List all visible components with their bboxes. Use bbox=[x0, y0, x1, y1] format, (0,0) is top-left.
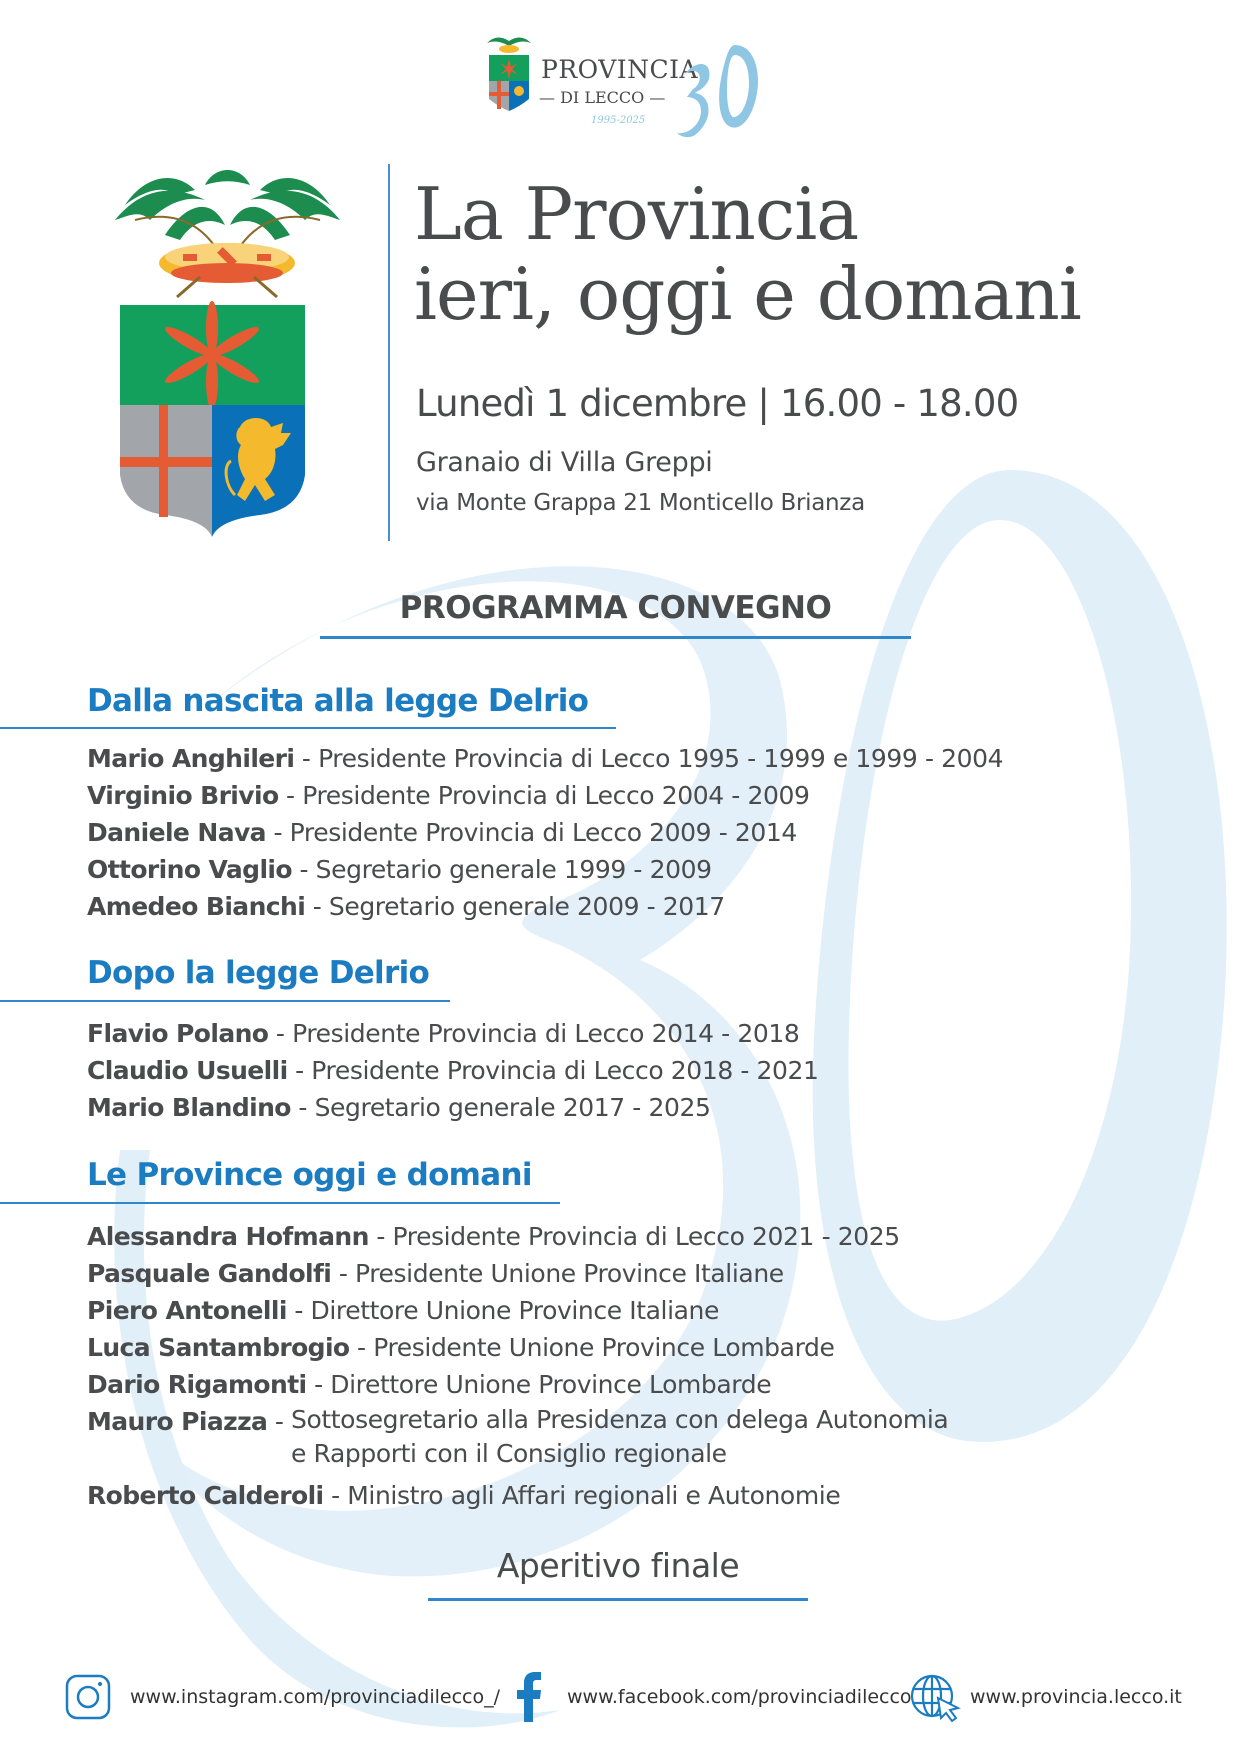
list-item: Mauro Piazza - Sottosegretario alla Presidenza con delega Autonomia e Rapporti con il Consiglio regionale bbox=[87, 1405, 949, 1468]
logo-line1: PROVINCIA bbox=[541, 55, 699, 84]
section-underline bbox=[0, 1202, 560, 1204]
list-item: Alessandra Hofmann - Presidente Provincia di Lecco 2021 - 2025 bbox=[87, 1222, 900, 1251]
event-title-line1: La Provincia bbox=[414, 172, 859, 256]
website-link[interactable] bbox=[910, 1672, 1182, 1722]
list-item: Virginio Brivio - Presidente Provincia di Lecco 2004 - 2009 bbox=[87, 781, 810, 810]
section-list bbox=[87, 740, 1003, 925]
event-address: via Monte Grappa 21 Monticello Brianza bbox=[416, 490, 865, 516]
list-item: Mario Anghileri - Presidente Provincia di Lecco 1995 - 1999 e 1999 - 2004 bbox=[87, 744, 1004, 773]
event-title-line2: ieri, oggi e domani bbox=[414, 252, 1081, 336]
province-crest-icon bbox=[105, 165, 350, 540]
list-item: Roberto Calderoli - Ministro agli Affari regionali e Autonomie bbox=[87, 1481, 841, 1510]
section-title-today-tomorrow: Le Province oggi e domani bbox=[87, 1157, 532, 1193]
instagram-link[interactable] bbox=[64, 1672, 500, 1722]
list-item: Pasquale Gandolfi - Presidente Unione Province Italiane bbox=[87, 1259, 784, 1288]
event-venue: Granaio di Villa Greppi bbox=[416, 447, 713, 478]
facebook-url[interactable]: www.facebook.com/provinciadilecco bbox=[567, 1686, 912, 1708]
list-item: Claudio Usuelli - Presidente Provincia di Lecco 2018 - 2021 bbox=[87, 1056, 819, 1085]
facebook-link[interactable] bbox=[515, 1672, 912, 1722]
list-item: Ottorino Vaglio - Segretario generale 1999 - 2009 bbox=[87, 855, 712, 884]
logo-years: 1995-2025 bbox=[591, 115, 646, 126]
section-title-delrio-before: Dalla nascita alla legge Delrio bbox=[87, 683, 589, 719]
section-list bbox=[87, 1015, 819, 1126]
list-item: Daniele Nava - Presidente Provincia di Lecco 2009 - 2014 bbox=[87, 818, 797, 847]
section-list bbox=[87, 1218, 948, 1514]
province-crest-icon bbox=[483, 33, 535, 115]
province-logo bbox=[483, 33, 773, 138]
programme-title-underline bbox=[320, 636, 911, 639]
section-underline bbox=[0, 727, 616, 729]
list-item: Dario Rigamonti - Direttore Unione Province Lombarde bbox=[87, 1370, 772, 1399]
logo-30-mark bbox=[673, 39, 763, 139]
list-item: Piero Antonelli - Direttore Unione Province Italiane bbox=[87, 1296, 719, 1325]
globe-cursor-icon bbox=[910, 1672, 962, 1722]
instagram-icon bbox=[64, 1673, 112, 1721]
list-item: Mario Blandino - Segretario generale 2017 - 2025 bbox=[87, 1093, 711, 1122]
list-item: Flavio Polano - Presidente Provincia di Lecco 2014 - 2018 bbox=[87, 1019, 800, 1048]
logo-line2: — DI LECCO — bbox=[539, 88, 666, 107]
event-date-time: Lunedì 1 dicembre | 16.00 - 18.00 bbox=[416, 382, 1019, 425]
section-underline bbox=[0, 1000, 450, 1002]
instagram-url[interactable]: www.instagram.com/provinciadilecco_/ bbox=[130, 1686, 501, 1708]
closing-underline bbox=[428, 1598, 808, 1601]
section-title-delrio-after: Dopo la legge Delrio bbox=[87, 955, 430, 991]
website-url[interactable]: www.provincia.lecco.it bbox=[970, 1686, 1182, 1708]
closing-aperitivo: Aperitivo finale bbox=[496, 1546, 740, 1585]
list-item: Luca Santambrogio - Presidente Unione Province Lombarde bbox=[87, 1333, 835, 1362]
header-divider bbox=[388, 164, 390, 541]
programme-title: PROGRAMMA CONVEGNO bbox=[399, 590, 832, 626]
list-item: Amedeo Bianchi - Segretario generale 2009 - 2017 bbox=[87, 892, 725, 921]
facebook-icon bbox=[515, 1672, 543, 1722]
